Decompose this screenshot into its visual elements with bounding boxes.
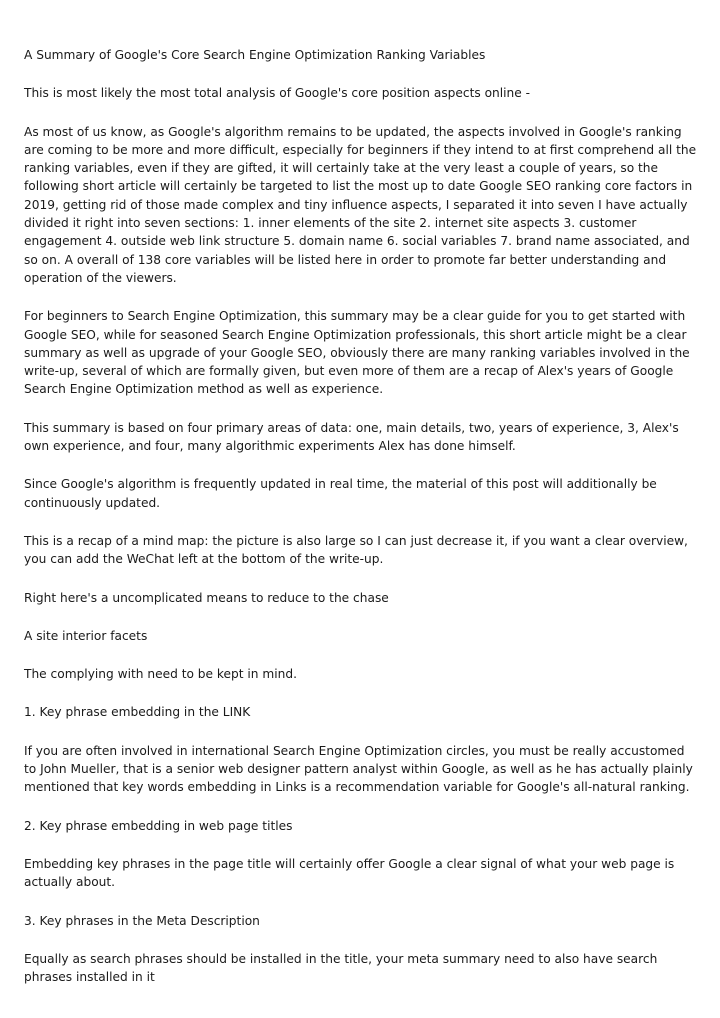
- paragraph: Equally as search phrases should be installed in the title, your meta summary need to also have search phrases installed in it: [24, 951, 658, 985]
- paragraph: As most of us know, as Google's algorithm remains to be updated, the aspects involved in Google's ranking are coming to be more and more difficult, especially for beginners if they intend to at first comprehend all the ranking variables, even if they are gifted, it will certainly take at the very least a couple of years, so the following short article will certainly be targeted to list the most up to date Google SEO ranking core factors in 2019, getting rid of those made complex and tiny influence aspects, I separated it into seven I have actually divided it right into seven sections: 1. inner elements of the site 2. internet site aspects 3. customer engagement 4. outside web link structure 5. domain name 6. social variables 7. brand name associated, and so on. A overall of 138 core variables will be listed here in order to promote far better understanding and operation of the viewers.: [24, 124, 697, 285]
- numbered-heading: 1. Key phrase embedding in the LINK: [24, 705, 251, 720]
- paragraph: If you are often involved in international Search Engine Optimization circles, you must be really accustomed to John Mueller, that is a senior web designer pattern analyst within Google, as well as he has actually plainly mentioned that key words embedding in Links is a recommendation variable for Google's all-natural ranking.: [24, 743, 693, 795]
- paragraph: This summary is based on four primary areas of data: one, main details, two, years of experience, 3, Alex's own experience, and four, many algorithmic experiments Alex has done himself.: [24, 420, 679, 454]
- paragraph: The complying with need to be kept in mind.: [24, 667, 297, 682]
- numbered-heading: 2. Key phrase embedding in web page titles: [24, 818, 293, 833]
- paragraph: Since Google's algorithm is frequently updated in real time, the material of this post will additionally be continuously updated.: [24, 477, 657, 510]
- article-title: A Summary of Google's Core Search Engine Optimization Ranking Variables: [24, 48, 486, 62]
- section-heading: A site interior facets: [24, 628, 148, 643]
- paragraph: Embedding key phrases in the page title will certainly offer Google a clear signal of what your web page is actually about.: [24, 856, 675, 890]
- article-body: [24, 46, 698, 1006]
- paragraph: This is most likely the most total analysis of Google's core position aspects online -: [24, 86, 531, 101]
- paragraph: For beginners to Search Engine Optimization, this summary may be a clear guide for you to get started with Google SEO, while for seasoned Search Engine Optimization professionals, this short article might be a clear summary as well as upgrade of your Google SEO, obviously there are many ranking variables involved in the write-up, several of which are formally given, but even more of them are a recap of Alex's years of Google Search Engine Optimization method as well as experience.: [24, 309, 690, 397]
- paragraph: Right here's a uncomplicated means to reduce to the chase: [24, 590, 389, 605]
- numbered-heading: 3. Key phrases in the Meta Description: [24, 913, 260, 928]
- paragraph: This is a recap of a mind map: the picture is also large so I can just decrease it, if you want a clear overview, you can add the WeChat left at the bottom of the write-up.: [24, 533, 688, 567]
